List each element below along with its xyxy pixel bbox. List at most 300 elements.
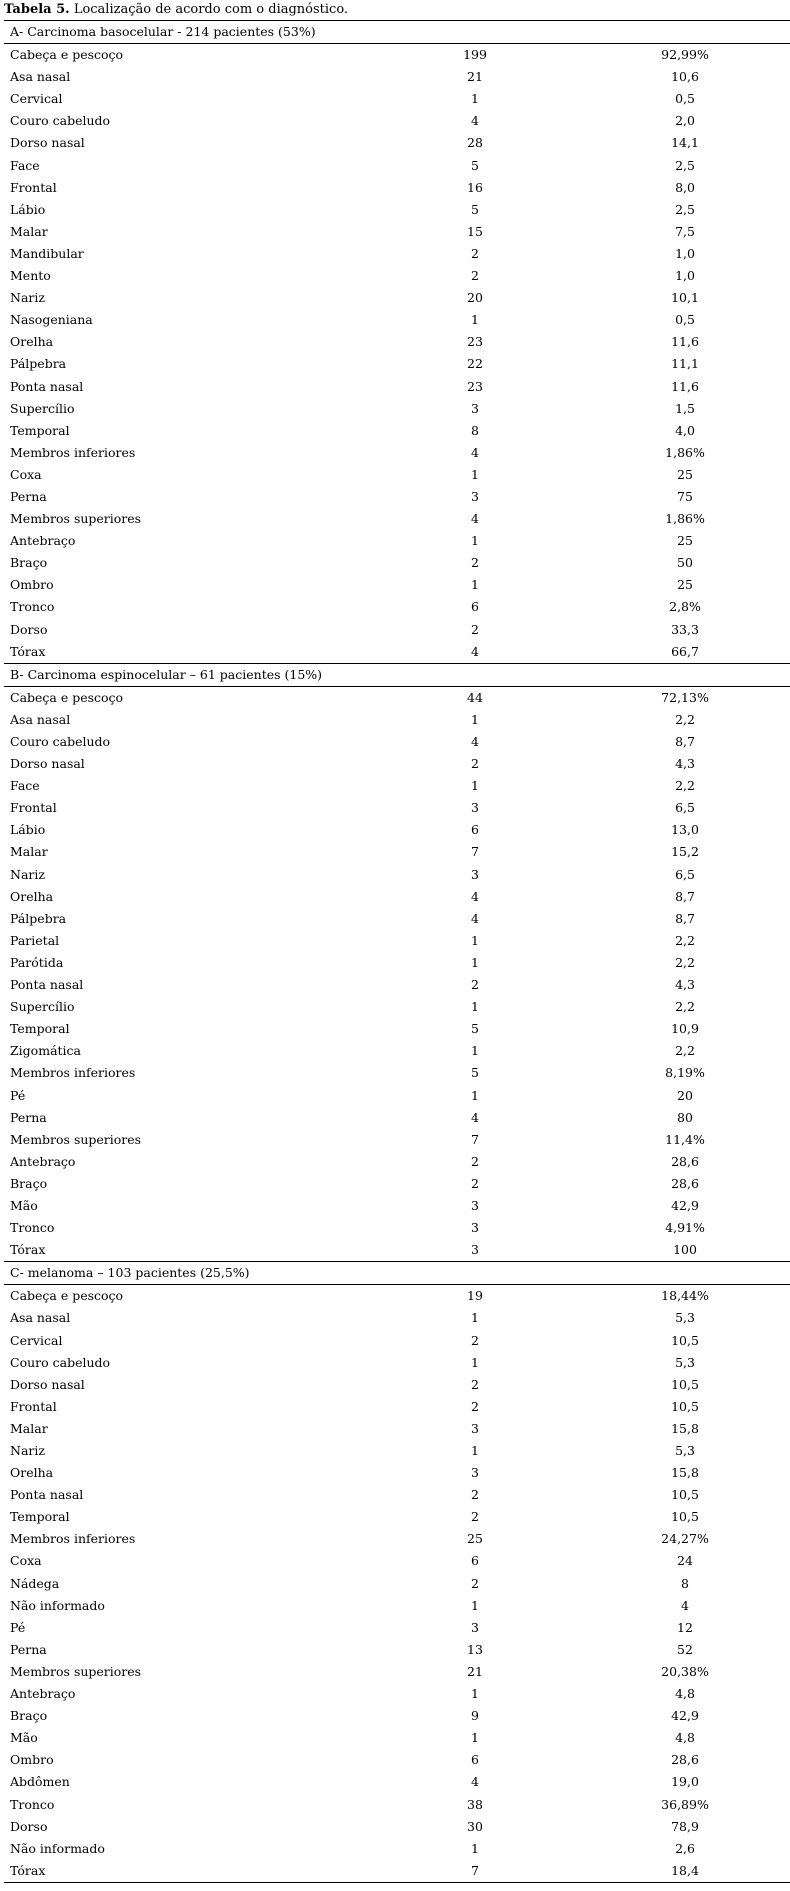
location-cell: Nasogeniana bbox=[10, 312, 93, 328]
table-row bbox=[4, 287, 790, 309]
table-row bbox=[4, 243, 790, 265]
percent-cell: 2,2 bbox=[675, 711, 695, 727]
count-cell: 22 bbox=[467, 356, 483, 372]
location-cell: Cervical bbox=[10, 91, 63, 107]
location-cell: Nariz bbox=[10, 290, 45, 306]
percent-cell: 8,7 bbox=[675, 734, 695, 749]
location-cell: Cervical bbox=[10, 1332, 63, 1348]
table-row bbox=[4, 1573, 790, 1595]
table-row bbox=[4, 1418, 790, 1440]
count-cell: 3 bbox=[471, 488, 479, 504]
table-row bbox=[4, 110, 790, 132]
location-cell: Braço bbox=[10, 555, 48, 571]
count-cell: 7 bbox=[370, 1860, 580, 1883]
location-cell: Tronco bbox=[10, 1796, 55, 1812]
percent-cell: 18,44% bbox=[580, 1285, 790, 1308]
table-row bbox=[4, 1195, 790, 1217]
table-row bbox=[4, 199, 790, 221]
count-cell: 2 bbox=[471, 245, 479, 261]
location-cell: Asa nasal bbox=[10, 69, 71, 85]
percent-cell: 36,89% bbox=[661, 1796, 709, 1812]
count-cell: 6 bbox=[471, 1553, 479, 1569]
location-cell: Face bbox=[10, 157, 40, 173]
table-row bbox=[4, 420, 790, 442]
count-cell: 2 bbox=[471, 1398, 479, 1414]
percent-cell: 1,0 bbox=[675, 268, 695, 284]
table-row bbox=[4, 1528, 790, 1550]
location-cell: Tronco bbox=[10, 599, 55, 615]
percent-cell: 6,5 bbox=[675, 866, 695, 882]
percent-cell: 100 bbox=[673, 1242, 697, 1258]
table-row bbox=[4, 44, 790, 67]
count-cell: 1 bbox=[471, 1443, 479, 1458]
table-row bbox=[4, 552, 790, 574]
count-cell: 1 bbox=[471, 932, 479, 948]
percent-cell: 12 bbox=[677, 1619, 693, 1635]
section-header-row bbox=[4, 663, 790, 686]
count-cell: 6 bbox=[471, 1752, 479, 1768]
percent-cell: 28,6 bbox=[671, 1752, 699, 1768]
percent-cell: 2,8% bbox=[669, 599, 701, 615]
percent-cell: 28,6 bbox=[671, 1153, 699, 1169]
count-cell: 1 bbox=[471, 1087, 479, 1103]
section-header-row bbox=[4, 21, 790, 44]
count-cell: 1 bbox=[471, 778, 479, 794]
section-title: B- Carcinoma espinocelular – 61 pacientes (15%) bbox=[4, 663, 790, 686]
location-cell: Membros superiores bbox=[10, 1663, 142, 1679]
location-cell: Tronco bbox=[10, 1220, 55, 1236]
location-cell: Parótida bbox=[10, 954, 64, 970]
table-row bbox=[4, 66, 790, 88]
percent-cell: 11,6 bbox=[671, 378, 699, 394]
table-row bbox=[4, 641, 790, 664]
percent-cell: 2,0 bbox=[675, 113, 695, 129]
count-cell: 3 bbox=[471, 1619, 479, 1635]
percent-cell: 80 bbox=[677, 1109, 693, 1125]
table-row bbox=[4, 1462, 790, 1484]
count-cell: 1 bbox=[471, 1043, 479, 1059]
location-cell: Nádega bbox=[10, 1575, 60, 1591]
count-cell: 1 bbox=[471, 577, 479, 593]
table-caption bbox=[4, 0, 348, 20]
location-cell: Antebraço bbox=[10, 533, 76, 549]
count-cell: 4 bbox=[471, 444, 479, 460]
percent-cell: 15,8 bbox=[671, 1420, 699, 1436]
percent-cell: 20 bbox=[677, 1087, 693, 1103]
table-row bbox=[4, 596, 790, 618]
table-row bbox=[4, 1749, 790, 1771]
table-row bbox=[4, 1352, 790, 1374]
location-cell: Dorso bbox=[10, 1818, 48, 1834]
count-cell: 16 bbox=[467, 179, 483, 195]
count-cell: 1 bbox=[471, 999, 479, 1015]
table-row bbox=[4, 508, 790, 530]
table-row bbox=[4, 908, 790, 930]
percent-cell: 6,5 bbox=[675, 800, 695, 816]
table-row bbox=[4, 686, 790, 709]
count-cell: 1 bbox=[471, 1597, 479, 1613]
table-row bbox=[4, 331, 790, 353]
table-row bbox=[4, 177, 790, 199]
table-row bbox=[4, 1550, 790, 1572]
percent-cell: 2,5 bbox=[675, 201, 695, 217]
table-row bbox=[4, 1617, 790, 1639]
table-row bbox=[4, 1816, 790, 1838]
count-cell: 13 bbox=[467, 1641, 483, 1657]
table-row bbox=[4, 1639, 790, 1661]
percent-cell: 18,4 bbox=[580, 1860, 790, 1883]
count-cell: 8 bbox=[471, 422, 479, 438]
percent-cell: 8,7 bbox=[675, 888, 695, 904]
table-row bbox=[4, 864, 790, 886]
table-row bbox=[4, 1330, 790, 1352]
count-cell: 2 bbox=[471, 977, 479, 993]
location-cell: Lábio bbox=[10, 201, 46, 217]
count-cell: 1 bbox=[471, 1354, 479, 1370]
location-cell: Mão bbox=[10, 1730, 38, 1746]
count-cell: 44 bbox=[370, 686, 580, 709]
location-cell: Tórax bbox=[4, 1860, 370, 1883]
percent-cell: 10,5 bbox=[671, 1376, 699, 1392]
percent-cell: 1,5 bbox=[675, 400, 695, 416]
location-cell: Braço bbox=[10, 1708, 48, 1724]
table-row bbox=[4, 88, 790, 110]
table-row bbox=[4, 1307, 790, 1329]
percent-cell: 8,19% bbox=[665, 1065, 705, 1081]
percent-cell: 10,9 bbox=[671, 1021, 699, 1037]
percent-cell: 2,2 bbox=[675, 999, 695, 1015]
count-cell: 21 bbox=[467, 69, 483, 85]
location-cell: Não informado bbox=[10, 1597, 105, 1613]
location-cell: Ombro bbox=[10, 577, 54, 593]
table-row bbox=[4, 442, 790, 464]
count-cell: 20 bbox=[467, 290, 483, 306]
percent-cell: 11,6 bbox=[671, 334, 699, 350]
location-cell: Frontal bbox=[10, 800, 57, 816]
count-cell: 30 bbox=[467, 1818, 483, 1834]
percent-cell: 20,38% bbox=[661, 1663, 709, 1679]
table-row bbox=[4, 996, 790, 1018]
percent-cell: 11,1 bbox=[671, 356, 699, 372]
table-row bbox=[4, 464, 790, 486]
location-cell: Malar bbox=[10, 1420, 48, 1436]
percent-cell: 92,99% bbox=[580, 44, 790, 67]
location-cell: Couro cabeludo bbox=[10, 1354, 111, 1370]
table-row bbox=[4, 353, 790, 375]
location-cell: Coxa bbox=[10, 466, 42, 482]
table-row bbox=[4, 1838, 790, 1860]
location-cell: Zigomática bbox=[10, 1043, 81, 1059]
percent-cell: 1,86% bbox=[665, 511, 705, 527]
count-cell: 7 bbox=[471, 844, 479, 860]
percent-cell: 0,5 bbox=[675, 312, 695, 328]
location-cell: Supercílio bbox=[10, 400, 75, 416]
location-cell: Cabeça e pescoço bbox=[4, 44, 370, 67]
percent-cell: 5,3 bbox=[675, 1443, 695, 1458]
count-cell: 3 bbox=[471, 1220, 479, 1236]
count-cell: 3 bbox=[471, 1197, 479, 1213]
count-cell: 2 bbox=[471, 1487, 479, 1503]
location-cell: Ombro bbox=[10, 1752, 54, 1768]
percent-cell: 7,5 bbox=[675, 223, 695, 239]
percent-cell: 33,3 bbox=[671, 621, 699, 637]
count-cell: 2 bbox=[471, 1376, 479, 1392]
table-row bbox=[4, 1484, 790, 1506]
table-row bbox=[4, 398, 790, 420]
percent-cell: 28,6 bbox=[671, 1175, 699, 1191]
percent-cell: 19,0 bbox=[671, 1774, 699, 1790]
table-row bbox=[4, 530, 790, 552]
count-cell: 4 bbox=[471, 643, 479, 659]
percent-cell: 50 bbox=[677, 555, 693, 571]
table-row bbox=[4, 753, 790, 775]
location-cell: Asa nasal bbox=[10, 1310, 71, 1326]
percent-cell: 72,13% bbox=[580, 686, 790, 709]
count-cell: 5 bbox=[471, 157, 479, 173]
table-row bbox=[4, 930, 790, 952]
percent-cell: 10,5 bbox=[671, 1332, 699, 1348]
location-cell: Mento bbox=[10, 268, 51, 284]
percent-cell: 4,0 bbox=[675, 422, 695, 438]
percent-cell: 4,8 bbox=[675, 1686, 695, 1702]
table-row bbox=[4, 841, 790, 863]
count-cell: 3 bbox=[471, 800, 479, 816]
percent-cell: 42,9 bbox=[671, 1197, 699, 1213]
location-cell: Dorso bbox=[10, 621, 48, 637]
location-cell: Membros inferiores bbox=[10, 1065, 136, 1081]
location-cell: Mandibular bbox=[10, 245, 84, 261]
location-cell: Orelha bbox=[10, 888, 54, 904]
table-row bbox=[4, 1595, 790, 1617]
count-cell: 3 bbox=[471, 866, 479, 882]
location-cell: Pálpebra bbox=[10, 356, 67, 372]
count-cell: 1 bbox=[471, 1840, 479, 1856]
count-cell: 2 bbox=[471, 1332, 479, 1348]
count-cell: 15 bbox=[467, 223, 483, 239]
count-cell: 1 bbox=[471, 312, 479, 328]
location-cell: Perna bbox=[10, 1109, 47, 1125]
count-cell: 7 bbox=[471, 1131, 479, 1147]
table-row bbox=[4, 819, 790, 841]
location-cell: Dorso nasal bbox=[10, 1376, 85, 1392]
percent-cell: 1,0 bbox=[675, 245, 695, 261]
location-cell: Malar bbox=[10, 844, 48, 860]
location-cell: Perna bbox=[10, 1641, 47, 1657]
percent-cell: 66,7 bbox=[671, 643, 699, 659]
table-row bbox=[4, 1683, 790, 1705]
count-cell: 2 bbox=[471, 621, 479, 637]
location-cell: Não informado bbox=[10, 1840, 105, 1856]
location-cell: Parietal bbox=[10, 932, 60, 948]
table-caption-text: Localização de acordo com o diagnóstico. bbox=[69, 2, 349, 17]
percent-cell: 0,5 bbox=[675, 91, 695, 107]
percent-cell: 14,1 bbox=[671, 135, 699, 151]
percent-cell: 78,9 bbox=[671, 1818, 699, 1834]
table-row bbox=[4, 1794, 790, 1816]
percent-cell: 42,9 bbox=[671, 1708, 699, 1724]
count-cell: 4 bbox=[471, 910, 479, 926]
location-cell: Coxa bbox=[10, 1553, 42, 1569]
table-caption-label: Tabela 5. bbox=[4, 2, 70, 17]
count-cell: 199 bbox=[370, 44, 580, 67]
table-row bbox=[4, 221, 790, 243]
count-cell: 1 bbox=[471, 1686, 479, 1702]
location-cell: Couro cabeludo bbox=[10, 734, 111, 749]
count-cell: 1 bbox=[471, 466, 479, 482]
percent-cell: 10,5 bbox=[671, 1398, 699, 1414]
count-cell: 38 bbox=[467, 1796, 483, 1812]
count-cell: 2 bbox=[471, 756, 479, 772]
percent-cell: 2,5 bbox=[675, 157, 695, 173]
table-row bbox=[4, 1040, 790, 1062]
count-cell: 1 bbox=[471, 533, 479, 549]
percent-cell: 2,6 bbox=[675, 1840, 695, 1856]
count-cell: 4 bbox=[471, 1109, 479, 1125]
table-row bbox=[4, 1860, 790, 1883]
location-cell: Couro cabeludo bbox=[10, 113, 111, 129]
count-cell: 5 bbox=[471, 1021, 479, 1037]
table-row bbox=[4, 486, 790, 508]
location-cell: Pálpebra bbox=[10, 910, 67, 926]
percent-cell: 11,4% bbox=[665, 1131, 705, 1147]
percent-cell: 13,0 bbox=[671, 822, 699, 838]
location-cell: Membros superiores bbox=[10, 511, 142, 527]
table-row bbox=[4, 1018, 790, 1040]
percent-cell: 4,91% bbox=[665, 1220, 705, 1236]
table-row bbox=[4, 1239, 790, 1262]
percent-cell: 75 bbox=[677, 488, 693, 504]
location-cell: Perna bbox=[10, 488, 47, 504]
location-cell: Membros inferiores bbox=[10, 1531, 136, 1547]
table-row bbox=[4, 797, 790, 819]
count-cell: 23 bbox=[467, 378, 483, 394]
count-cell: 6 bbox=[471, 599, 479, 615]
table-row bbox=[4, 1661, 790, 1683]
location-cell: Dorso nasal bbox=[10, 756, 85, 772]
location-cell: Malar bbox=[10, 223, 48, 239]
count-cell: 5 bbox=[471, 1065, 479, 1081]
count-cell: 4 bbox=[471, 888, 479, 904]
percent-cell: 8,0 bbox=[675, 179, 695, 195]
count-cell: 23 bbox=[467, 334, 483, 350]
table-row bbox=[4, 1107, 790, 1129]
location-cell: Ponta nasal bbox=[10, 977, 84, 993]
percent-cell: 4,8 bbox=[675, 1730, 695, 1746]
table-row bbox=[4, 1285, 790, 1308]
table-row bbox=[4, 1705, 790, 1727]
count-cell: 2 bbox=[471, 268, 479, 284]
count-cell: 4 bbox=[471, 1774, 479, 1790]
count-cell: 4 bbox=[471, 734, 479, 749]
location-cell: Braço bbox=[10, 1175, 48, 1191]
table-row bbox=[4, 132, 790, 154]
location-cell: Temporal bbox=[10, 1021, 70, 1037]
location-cell: Orelha bbox=[10, 1465, 54, 1481]
percent-cell: 2,2 bbox=[675, 1043, 695, 1059]
percent-cell: 25 bbox=[677, 577, 693, 593]
percent-cell: 25 bbox=[677, 466, 693, 482]
count-cell: 1 bbox=[471, 1730, 479, 1746]
table-row bbox=[4, 619, 790, 641]
location-cell: Ponta nasal bbox=[10, 1487, 84, 1503]
table-row bbox=[4, 1506, 790, 1528]
table-row bbox=[4, 574, 790, 596]
count-cell: 1 bbox=[471, 954, 479, 970]
table-row bbox=[4, 1217, 790, 1239]
location-cell: Supercílio bbox=[10, 999, 75, 1015]
count-cell: 3 bbox=[471, 1465, 479, 1481]
table-row bbox=[4, 1771, 790, 1793]
location-cell: Membros inferiores bbox=[10, 444, 136, 460]
location-cell: Tórax bbox=[10, 643, 46, 659]
section-title: C- melanoma – 103 pacientes (25,5%) bbox=[4, 1262, 790, 1285]
percent-cell: 4,3 bbox=[675, 977, 695, 993]
location-cell: Nariz bbox=[10, 1443, 45, 1458]
percent-cell: 5,3 bbox=[675, 1354, 695, 1370]
count-cell: 4 bbox=[471, 511, 479, 527]
count-cell: 2 bbox=[471, 1509, 479, 1525]
percent-cell: 10,6 bbox=[671, 69, 699, 85]
count-cell: 4 bbox=[471, 113, 479, 129]
table-row bbox=[4, 376, 790, 398]
location-cell: Face bbox=[10, 778, 40, 794]
location-cell: Frontal bbox=[10, 1398, 57, 1414]
percent-cell: 24 bbox=[677, 1553, 693, 1569]
percent-cell: 4,3 bbox=[675, 756, 695, 772]
location-cell: Nariz bbox=[10, 866, 45, 882]
count-cell: 1 bbox=[471, 1310, 479, 1326]
count-cell: 2 bbox=[471, 1153, 479, 1169]
count-cell: 9 bbox=[471, 1708, 479, 1724]
location-cell: Pé bbox=[10, 1087, 26, 1103]
location-cell: Antebraço bbox=[10, 1153, 76, 1169]
table-row bbox=[4, 1151, 790, 1173]
count-cell: 21 bbox=[467, 1663, 483, 1679]
percent-cell: 8,7 bbox=[675, 910, 695, 926]
percent-cell: 10,5 bbox=[671, 1509, 699, 1525]
percent-cell: 24,27% bbox=[661, 1531, 709, 1547]
location-cell: Orelha bbox=[10, 334, 54, 350]
table-row bbox=[4, 886, 790, 908]
count-cell: 1 bbox=[471, 711, 479, 727]
table-row bbox=[4, 974, 790, 996]
percent-cell: 2,2 bbox=[675, 778, 695, 794]
localization-table bbox=[4, 20, 790, 1883]
localization-table-body bbox=[4, 21, 790, 1883]
percent-cell: 2,2 bbox=[675, 954, 695, 970]
section-title: A- Carcinoma basocelular - 214 pacientes (53%) bbox=[4, 21, 790, 44]
location-cell: Abdômen bbox=[10, 1774, 70, 1790]
location-cell: Cabeça e pescoço bbox=[4, 686, 370, 709]
location-cell: Tórax bbox=[10, 1242, 46, 1258]
percent-cell: 15,8 bbox=[671, 1465, 699, 1481]
location-cell: Membros superiores bbox=[10, 1131, 142, 1147]
percent-cell: 1,86% bbox=[665, 444, 705, 460]
percent-cell: 10,1 bbox=[671, 290, 699, 306]
table-row bbox=[4, 709, 790, 731]
location-cell: Asa nasal bbox=[10, 711, 71, 727]
section-header-row bbox=[4, 1262, 790, 1285]
table-row bbox=[4, 1173, 790, 1195]
table-row bbox=[4, 265, 790, 287]
table-row bbox=[4, 1727, 790, 1749]
location-cell: Mão bbox=[10, 1197, 38, 1213]
percent-cell: 5,3 bbox=[675, 1310, 695, 1326]
location-cell: Antebraço bbox=[10, 1686, 76, 1702]
table-row bbox=[4, 309, 790, 331]
count-cell: 1 bbox=[471, 91, 479, 107]
location-cell: Temporal bbox=[10, 1509, 70, 1525]
